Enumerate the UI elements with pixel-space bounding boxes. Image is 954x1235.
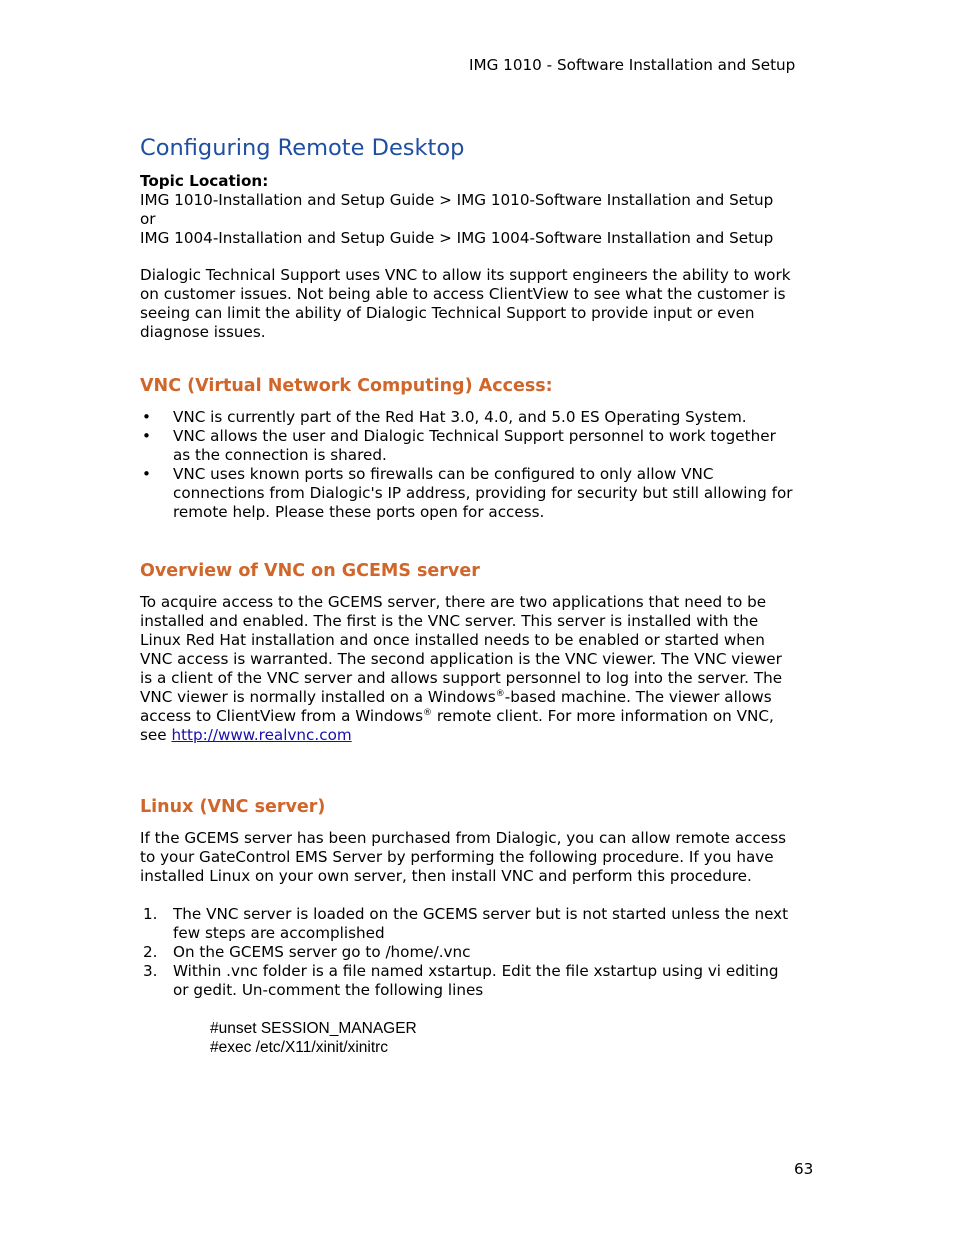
text-fragment: remote client. For more information on VNC,	[432, 707, 774, 725]
paragraph-line	[140, 688, 830, 707]
list-item-line: or gedit. Un-comment the following lines	[173, 981, 484, 999]
paragraph-line: Linux Red Hat installation and once installed needs to be enabled or started when	[140, 631, 765, 649]
linux-paragraph	[140, 829, 830, 886]
code-block	[210, 1019, 417, 1057]
paragraph-line	[140, 707, 830, 726]
topic-location	[140, 172, 830, 248]
paragraph-line: diagnose issues.	[140, 323, 266, 341]
bullet-icon: •	[142, 408, 151, 426]
topic-location-line: IMG 1010-Installation and Setup Guide > IMG 1010-Software Installation and Setup	[140, 191, 774, 209]
running-header: IMG 1010 - Software Installation and Setup	[469, 56, 796, 74]
list-item-line: connections from Dialogic's IP address, providing for security but still allowing for	[173, 484, 793, 502]
bullet-icon: •	[142, 427, 151, 445]
text-fragment: see	[140, 726, 172, 744]
paragraph-line: installed Linux on your own server, then install VNC and perform this procedure.	[140, 867, 752, 885]
step-number: 3.	[143, 962, 158, 980]
list-item-line: remote help. Please these ports open for access.	[173, 503, 545, 521]
topic-location-line: IMG 1004-Installation and Setup Guide > IMG 1004-Software Installation and Setup	[140, 229, 774, 247]
registered-mark: ®	[495, 689, 505, 699]
paragraph-line: If the GCEMS server has been purchased from Dialogic, you can allow remote access	[140, 829, 787, 847]
paragraph-line: to your GateControl EMS Server by performing the following procedure. If you have	[140, 848, 774, 866]
list-item-line: VNC uses known ports so firewalls can be configured to only allow VNC	[173, 465, 714, 483]
list-item-line: On the GCEMS server go to /home/.vnc	[173, 943, 471, 961]
paragraph-line: seeing can limit the ability of Dialogic Technical Support to provide input or even	[140, 304, 755, 322]
list-item-line: The VNC server is loaded on the GCEMS server but is not started unless the next	[173, 905, 789, 923]
list-item	[140, 962, 830, 1000]
list-item-line: few steps are accomplished	[173, 924, 385, 942]
text-fragment: -based machine. The viewer allows	[504, 688, 772, 706]
realvnc-link[interactable]: http://www.realvnc.com	[171, 726, 352, 744]
topic-location-line: or	[140, 210, 156, 228]
list-item-line: Within .vnc folder is a file named xstartup. Edit the file xstartup using vi editing	[173, 962, 779, 980]
list-item	[140, 943, 830, 962]
paragraph-line: installed and enabled. The first is the VNC server. This server is installed with the	[140, 612, 759, 630]
step-number: 1.	[143, 905, 158, 923]
step-number: 2.	[143, 943, 158, 961]
bullet-icon: •	[142, 465, 151, 483]
procedure-steps	[140, 905, 830, 1000]
topic-location-label: Topic Location:	[140, 172, 269, 190]
registered-mark: ®	[423, 708, 433, 718]
list-item-line: VNC allows the user and Dialogic Technical Support personnel to work together	[173, 427, 776, 445]
text-fragment: VNC viewer is normally installed on a Windows	[140, 688, 496, 706]
text-fragment: access to ClientView from a Windows	[140, 707, 424, 725]
linux-heading: Linux (VNC server)	[140, 797, 326, 817]
paragraph-line: is a client of the VNC server and allows support personnel to log into the server. The	[140, 669, 783, 687]
page-number: 63	[794, 1160, 814, 1178]
paragraph-line: To acquire access to the GCEMS server, there are two applications that need to be	[140, 593, 767, 611]
paragraph-line: Dialogic Technical Support uses VNC to allow its support engineers the ability to work	[140, 266, 791, 284]
code-line: #exec /etc/X11/xinit/xinitrc	[210, 1039, 389, 1056]
code-line: #unset SESSION_MANAGER	[210, 1020, 417, 1037]
page-title: Configuring Remote Desktop	[140, 135, 465, 161]
paragraph-line: VNC access is warranted. The second application is the VNC viewer. The VNC viewer	[140, 650, 782, 668]
list-item	[140, 465, 830, 522]
list-item	[140, 408, 830, 427]
list-item-line: as the connection is shared.	[173, 446, 387, 464]
list-item	[140, 905, 830, 943]
overview-paragraph	[140, 593, 830, 745]
paragraph-line: on customer issues. Not being able to access ClientView to see what the customer is	[140, 285, 786, 303]
overview-heading: Overview of VNC on GCEMS server	[140, 561, 480, 581]
intro-paragraph	[140, 266, 830, 342]
paragraph-line	[140, 726, 830, 745]
vnc-access-bullet-list	[140, 408, 830, 522]
vnc-access-heading: VNC (Virtual Network Computing) Access:	[140, 376, 553, 396]
list-item	[140, 427, 830, 465]
list-item-line: VNC is currently part of the Red Hat 3.0, 4.0, and 5.0 ES Operating System.	[173, 408, 747, 426]
